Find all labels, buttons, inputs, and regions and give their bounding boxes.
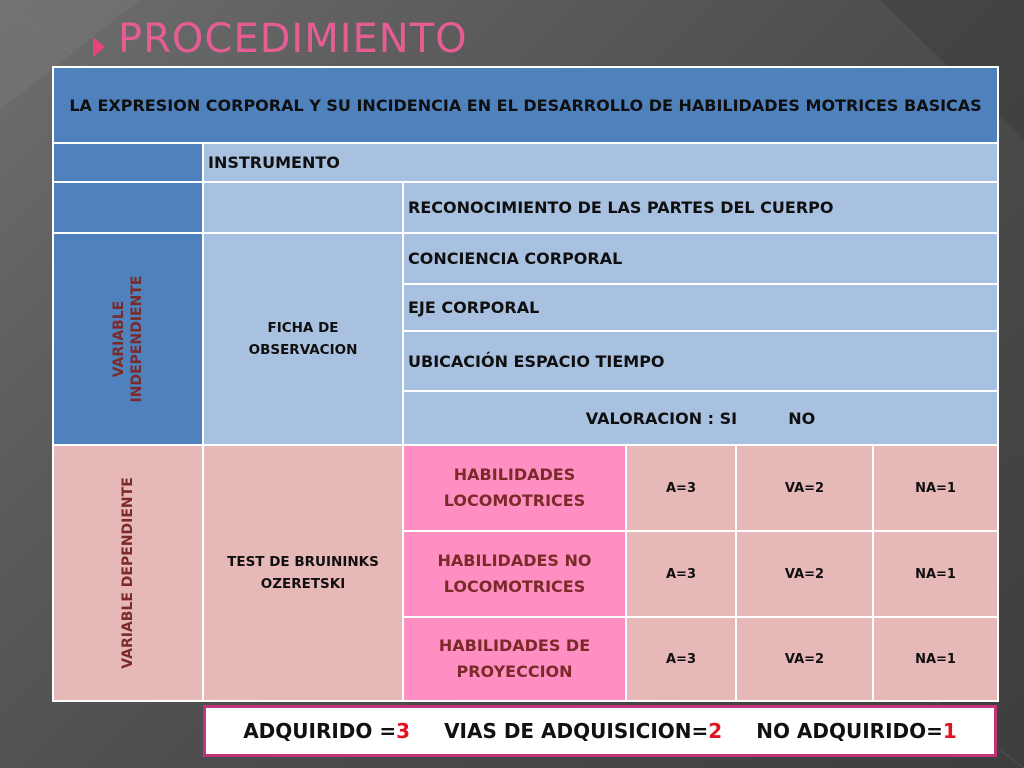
procedure-table — [52, 66, 999, 702]
valoracion-no: NO — [788, 408, 816, 428]
valoracion-si: VALORACION : SI — [585, 408, 738, 428]
triangle-bullet-icon — [93, 37, 105, 57]
legend-box — [203, 705, 997, 757]
ubicacion-cell: UBICACIÓN ESPACIO TIEMPO — [403, 331, 998, 391]
empty-cell — [203, 182, 403, 233]
legend-no-adquirido: NO ADQUIRIDO=1 — [756, 719, 957, 743]
empty-cell — [53, 143, 203, 182]
dependent-variable-cell — [53, 445, 203, 701]
independent-variable-cell — [53, 233, 203, 445]
score-na-cell: NA=1 — [873, 531, 998, 617]
instrumento-label: INSTRUMENTO — [203, 143, 998, 182]
score-na-cell: NA=1 — [873, 445, 998, 531]
legend-adquirido: ADQUIRIDO =3 — [243, 719, 411, 743]
habilidad-cell: HABILIDADES NO LOCOMOTRICES — [403, 531, 626, 617]
score-a-cell: A=3 — [626, 617, 736, 701]
score-va-cell: VA=2 — [736, 445, 873, 531]
test-bruininks-cell: TEST DE BRUININKS OZERETSKI — [203, 445, 403, 701]
slide-title: PROCEDIMIENTO — [118, 16, 468, 62]
score-a-cell: A=3 — [626, 531, 736, 617]
reconocimiento-cell: RECONOCIMIENTO DE LAS PARTES DEL CUERPO — [403, 182, 998, 233]
habilidad-cell: HABILIDADES DE PROYECCION — [403, 617, 626, 701]
score-a-cell: A=3 — [626, 445, 736, 531]
habilidad-cell: HABILIDADES LOCOMOTRICES — [403, 445, 626, 531]
table-header: LA EXPRESION CORPORAL Y SU INCIDENCIA EN EL DESARROLLO DE HABILIDADES MOTRICES BASICAS — [53, 67, 998, 143]
valoracion-cell — [403, 391, 998, 445]
legend-vias: VIAS DE ADQUISICION=2 — [444, 719, 723, 743]
score-va-cell: VA=2 — [736, 531, 873, 617]
ficha-observacion-cell: FICHA DE OBSERVACION — [203, 233, 403, 445]
conciencia-corporal-cell: CONCIENCIA CORPORAL — [403, 233, 998, 284]
score-va-cell: VA=2 — [736, 617, 873, 701]
dependent-variable-label: VARIABLE DEPENDIENTE — [120, 477, 136, 669]
score-na-cell: NA=1 — [873, 617, 998, 701]
empty-cell — [53, 182, 203, 233]
eje-corporal-cell: EJE CORPORAL — [403, 284, 998, 331]
independent-variable-label: VARIABLE INDEPENDIENTE — [111, 275, 145, 403]
